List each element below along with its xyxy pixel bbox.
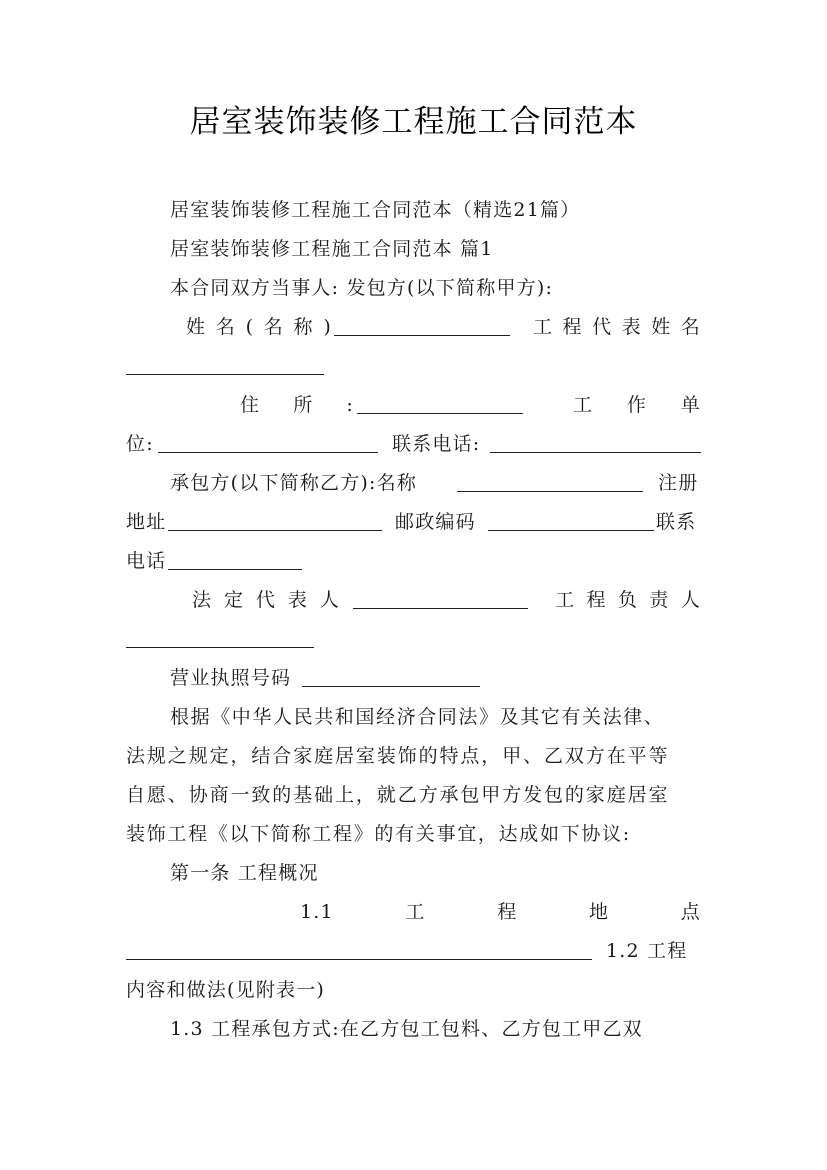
char: 所 [293, 394, 314, 416]
char: 程 [497, 901, 518, 923]
intro-line: 居室装饰装修工程施工合同范本（精选21篇） [170, 199, 581, 221]
char: 姓 [651, 316, 672, 338]
char: 单 [680, 394, 701, 416]
article-1-heading: 第一条 工程概况 [170, 862, 319, 884]
char: 作 [626, 394, 648, 416]
char: 1.1 [300, 901, 334, 923]
party-a-rep-blank [126, 374, 324, 375]
char: ) [323, 316, 332, 338]
party-a-address-label [240, 391, 354, 419]
party-b-manager-label [555, 586, 701, 614]
party-b-phone-blank [168, 569, 302, 570]
item-1-1-label [300, 898, 701, 926]
party-b-intro: 承包方(以下简称乙方):名称 [170, 472, 418, 494]
char: 工 [405, 901, 426, 923]
party-b-name-blank [457, 491, 643, 492]
party-b-address-blank [168, 530, 382, 531]
item-1-2-label: 1.2 工程 [606, 940, 688, 962]
party-b-address-label: 地址 [126, 511, 167, 533]
char: ( [245, 316, 255, 338]
char: 定 [223, 589, 245, 611]
preamble-line-1: 根据《中华人民共和国经济合同法》及其它有关法律、 [170, 706, 665, 728]
item-1-2-cont: 内容和做法(见附表一) [126, 979, 326, 1001]
party-a-phone-label: 联系电话: [392, 433, 481, 455]
party-b-contact-label: 联系 [656, 511, 697, 533]
char: 名 [680, 316, 701, 338]
char: 表 [621, 316, 642, 338]
party-a-name-label [186, 313, 332, 341]
party-a-work-label [573, 391, 701, 419]
char: 负 [617, 589, 639, 611]
char: 代 [255, 589, 277, 611]
party-b-license-label: 营业执照号码 [170, 667, 292, 689]
party-a-rep-label [533, 313, 701, 341]
item-1-3-line: 1.3 工程承包方式:在乙方包工包料、乙方包工甲乙双 [170, 1018, 643, 1040]
party-b-legal-label [192, 586, 340, 614]
preamble-line-2: 法规之规定，结合家庭居室装饰的特点，甲、乙双方在平等 [126, 745, 670, 767]
char: 名 [263, 316, 284, 338]
section-heading: 居室装饰装修工程施工合同范本 篇1 [170, 238, 494, 260]
char: 称 [293, 316, 314, 338]
char: 名 [215, 316, 236, 338]
preamble-line-4: 装饰工程《以下简称工程》的有关事宜，达成如下协议: [126, 823, 631, 845]
party-a-name-blank [334, 335, 510, 336]
char: 人 [680, 589, 701, 611]
party-b-manager-blank [126, 647, 314, 648]
char: 法 [192, 589, 213, 611]
char: 工 [555, 589, 576, 611]
party-b-postal-blank [488, 530, 654, 531]
char: 代 [592, 316, 613, 338]
char: 责 [649, 589, 670, 611]
char: 人 [319, 589, 340, 611]
party-b-license-blank [302, 686, 480, 687]
char: 住 [240, 394, 261, 416]
preamble-line-3: 自愿、协商一致的基础上，就乙方承包甲方发包的家庭居室 [126, 784, 670, 806]
char: 点 [680, 901, 701, 923]
char: 工 [573, 394, 594, 416]
party-b-reg-label: 注册 [658, 472, 699, 494]
char: 表 [287, 589, 309, 611]
char: 姓 [186, 316, 207, 338]
party-b-legal-blank [353, 608, 528, 609]
party-a-work-blank [158, 452, 378, 453]
char: 地 [588, 901, 610, 923]
party-b-postal-label: 邮政编码 [395, 511, 476, 533]
char: 程 [562, 316, 583, 338]
item-1-1-blank [126, 959, 592, 960]
char: 程 [586, 589, 607, 611]
party-a-phone-blank [490, 452, 701, 453]
party-a-address-blank [357, 413, 523, 414]
party-a-work-cont: 位: [126, 433, 154, 455]
char: 工 [533, 316, 554, 338]
parties-intro: 本合同双方当事人: 发包方(以下简称甲方): [170, 277, 554, 299]
document-title: 居室装饰装修工程施工合同范本 [189, 104, 638, 140]
party-b-phone-label: 电话 [126, 550, 167, 572]
char: : [346, 394, 354, 416]
